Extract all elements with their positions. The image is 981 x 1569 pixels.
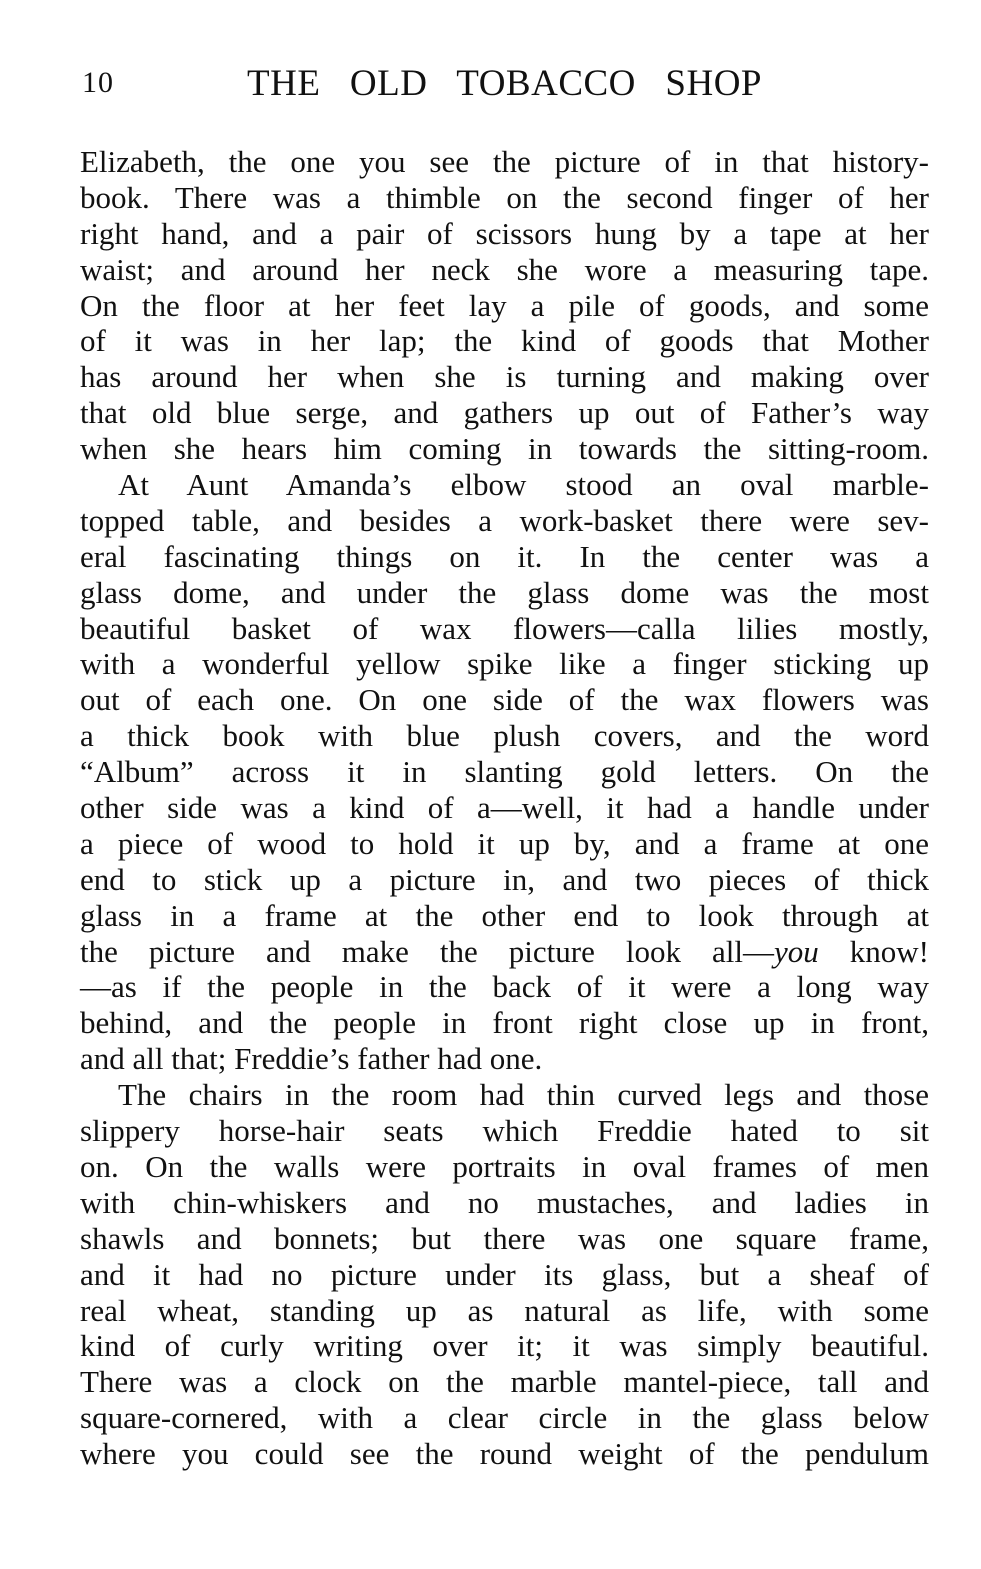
- line-text: topped table, and besides a work-basket there were sev-: [80, 502, 929, 538]
- line-text: kind of curly writing over it; it was simply beautiful.: [80, 1328, 929, 1364]
- text-line: [80, 1077, 929, 1113]
- line-text: real wheat, standing up as natural as life, with some: [80, 1292, 929, 1328]
- line-text: the picture and make the picture look all—: [80, 933, 774, 969]
- line-text: book. There was a thimble on the second finger of her: [80, 179, 929, 215]
- line-text: end to stick up a picture in, and two pieces of thick: [80, 861, 929, 897]
- line-text: shawls and bonnets; but there was one square frame,: [80, 1220, 929, 1256]
- line-text: a piece of wood to hold it up by, and a frame at one: [80, 825, 929, 861]
- line-text: beautiful basket of wax flowers—calla lilies mostly,: [80, 610, 929, 646]
- text-line: [80, 1041, 929, 1077]
- text-line: [80, 216, 929, 252]
- text-line: [80, 1400, 929, 1436]
- text-line: [80, 646, 929, 682]
- line-text: with chin-whiskers and no mustaches, and ladies in: [80, 1184, 929, 1220]
- line-text: a thick book with blue plush covers, and the word: [80, 718, 929, 754]
- text-line: [80, 180, 929, 216]
- line-text: waist; and around her neck she wore a measuring tape.: [80, 251, 929, 287]
- text-line: [80, 718, 929, 754]
- text-line: [80, 144, 929, 180]
- text-line: [80, 1364, 929, 1400]
- line-text: square-cornered, with a clear circle in the glass below: [80, 1400, 929, 1436]
- text-line: [80, 431, 929, 467]
- text-line: [80, 1328, 929, 1364]
- line-text: when she hears him coming in towards the sitting-room.: [80, 431, 929, 467]
- line-text: with a wonderful yellow spike like a finger sticking up: [80, 646, 929, 682]
- text-line: [80, 252, 929, 288]
- line-text: “Album” across it in slanting gold letters. On the: [80, 754, 929, 790]
- text-line: [80, 503, 929, 539]
- line-text: where you could see the round weight of the pendulum: [80, 1436, 929, 1472]
- text-line: [80, 898, 929, 934]
- text-line: [80, 467, 929, 503]
- text-line: [80, 934, 929, 970]
- text-line: [80, 754, 929, 790]
- text-line: [80, 611, 929, 647]
- line-text: slippery horse-hair seats which Freddie hated to sit: [80, 1113, 929, 1149]
- line-text: glass dome, and under the glass dome was the most: [80, 574, 929, 610]
- text-line: [80, 539, 929, 575]
- text-line: [80, 862, 929, 898]
- line-text: At Aunt Amanda’s elbow stood an oval marble-: [118, 467, 929, 503]
- text-line: [80, 969, 929, 1005]
- line-text: eral fascinating things on it. In the center was a: [80, 538, 929, 574]
- line-text: There was a clock on the marble mantel-piece, tall and: [80, 1364, 929, 1400]
- text-line: [80, 575, 929, 611]
- line-text: —as if the people in the back of it were a long way: [80, 969, 929, 1005]
- line-text: on. On the walls were portraits in oval frames of men: [80, 1148, 929, 1184]
- text-line: [80, 1113, 929, 1149]
- line-text: other side was a kind of a—well, it had a handle under: [80, 790, 929, 826]
- text-line: [80, 826, 929, 862]
- text-line: [80, 1005, 929, 1041]
- text-line: [80, 1436, 929, 1472]
- line-text-tail: know!: [818, 933, 929, 969]
- text-line: [80, 1221, 929, 1257]
- line-text: behind, and the people in front right close up in front,: [80, 1005, 929, 1041]
- text-line: [80, 1257, 929, 1293]
- line-text: has around her when she is turning and making over: [80, 359, 929, 395]
- line-text: right hand, and a pair of scissors hung by a tape at her: [80, 215, 929, 251]
- text-line: [80, 323, 929, 359]
- italic-text: you: [774, 933, 819, 969]
- line-text: and it had no picture under its glass, but a sheaf of: [80, 1256, 929, 1292]
- text-line: [80, 359, 929, 395]
- line-text: that old blue serge, and gathers up out of Father’s way: [80, 395, 929, 431]
- line-text: and all that; Freddie’s father had one.: [80, 1041, 543, 1077]
- line-text: On the floor at her feet lay a pile of goods, and some: [80, 287, 929, 323]
- page-number: 10: [82, 66, 114, 99]
- line-text: The chairs in the room had thin curved legs and those: [118, 1077, 929, 1113]
- line-text: Elizabeth, the one you see the picture of in that history-: [80, 144, 929, 179]
- text-line: [80, 790, 929, 826]
- text-line: [80, 1293, 929, 1329]
- text-line: [80, 1149, 929, 1185]
- line-text: of it was in her lap; the kind of goods that Mother: [80, 323, 929, 359]
- running-title: THE OLD TOBACCO SHOP: [247, 63, 762, 104]
- text-line: [80, 288, 929, 324]
- text-line: [80, 1185, 929, 1221]
- body-text: [80, 144, 929, 1472]
- line-text: glass in a frame at the other end to look through at: [80, 897, 929, 933]
- text-line: [80, 682, 929, 718]
- text-line: [80, 395, 929, 431]
- line-text: out of each one. On one side of the wax flowers was: [80, 682, 929, 718]
